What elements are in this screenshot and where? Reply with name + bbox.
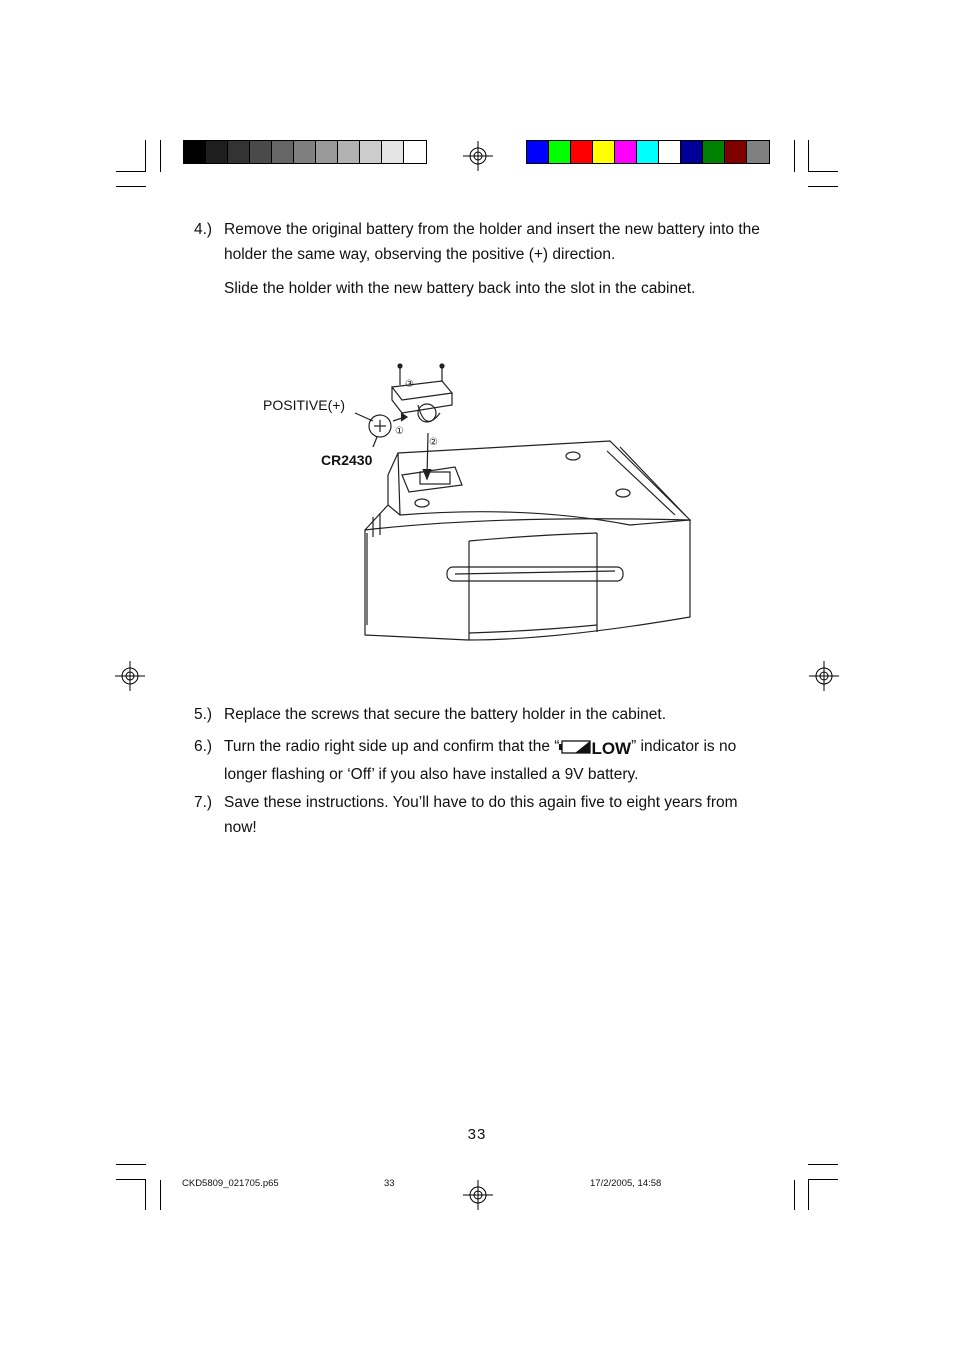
color-swatch bbox=[382, 141, 404, 163]
step-6 bbox=[194, 735, 774, 787]
grayscale-bar bbox=[183, 140, 427, 164]
registration-mark-bottom bbox=[463, 1180, 493, 1210]
step-4 bbox=[194, 218, 774, 267]
page-number: 33 bbox=[467, 1126, 487, 1143]
step-number: 5.) bbox=[194, 706, 213, 723]
color-swatch bbox=[250, 141, 272, 163]
color-swatch bbox=[316, 141, 338, 163]
color-swatch bbox=[404, 141, 426, 163]
battery-model-label: CR2430 bbox=[321, 452, 373, 468]
step-number: 6.) bbox=[194, 738, 213, 755]
color-bar bbox=[526, 140, 770, 164]
low-battery-indicator bbox=[559, 737, 631, 763]
color-swatch bbox=[637, 141, 659, 163]
step-text-after: ” indicator is no longer flashing or ‘Off’ if you also have installed a 9V battery. bbox=[224, 738, 737, 783]
footer-page: 33 bbox=[384, 1178, 395, 1189]
low-label: LOW bbox=[591, 739, 632, 758]
step-7 bbox=[194, 791, 774, 840]
callout-2: ② bbox=[429, 437, 438, 448]
positive-label: POSITIVE(+) bbox=[263, 397, 346, 413]
color-swatch bbox=[725, 141, 747, 163]
step-text: Remove the original battery from the holder and insert the new battery into the holder the same way, observing the positive (+) direction. bbox=[224, 221, 760, 263]
slide-instruction: Slide the holder with the new battery back into the slot in the cabinet. bbox=[224, 280, 696, 297]
color-swatch bbox=[294, 141, 316, 163]
color-swatch bbox=[681, 141, 703, 163]
step-text: Save these instructions. You’ll have to do this again five to eight years from now! bbox=[224, 794, 738, 836]
color-swatch bbox=[527, 141, 549, 163]
step-number: 4.) bbox=[194, 221, 213, 238]
battery-icon bbox=[559, 740, 591, 754]
callout-3: ③ bbox=[405, 379, 414, 390]
step-text-before: Turn the radio right side up and confirm that the “ bbox=[224, 738, 560, 755]
footer-filename: CKD5809_021705.p65 bbox=[182, 1178, 279, 1189]
color-swatch bbox=[206, 141, 228, 163]
color-swatch bbox=[747, 141, 769, 163]
callout-1: ① bbox=[395, 426, 404, 437]
color-swatch bbox=[615, 141, 637, 163]
footer-datetime: 17/2/2005, 14:58 bbox=[590, 1178, 662, 1189]
step-5 bbox=[194, 703, 774, 728]
color-swatch bbox=[228, 141, 250, 163]
color-swatch bbox=[659, 141, 681, 163]
color-swatch bbox=[549, 141, 571, 163]
registration-mark-right bbox=[809, 661, 839, 691]
color-swatch bbox=[184, 141, 206, 163]
color-swatch bbox=[272, 141, 294, 163]
color-swatch bbox=[593, 141, 615, 163]
color-swatch bbox=[360, 141, 382, 163]
battery-replacement-illustration bbox=[255, 355, 700, 650]
registration-mark-top bbox=[463, 141, 493, 171]
color-swatch bbox=[703, 141, 725, 163]
step-text: Replace the screws that secure the battery holder in the cabinet. bbox=[224, 706, 666, 723]
registration-mark-left bbox=[115, 661, 145, 691]
color-swatch bbox=[571, 141, 593, 163]
step-number: 7.) bbox=[194, 794, 213, 811]
color-swatch bbox=[338, 141, 360, 163]
